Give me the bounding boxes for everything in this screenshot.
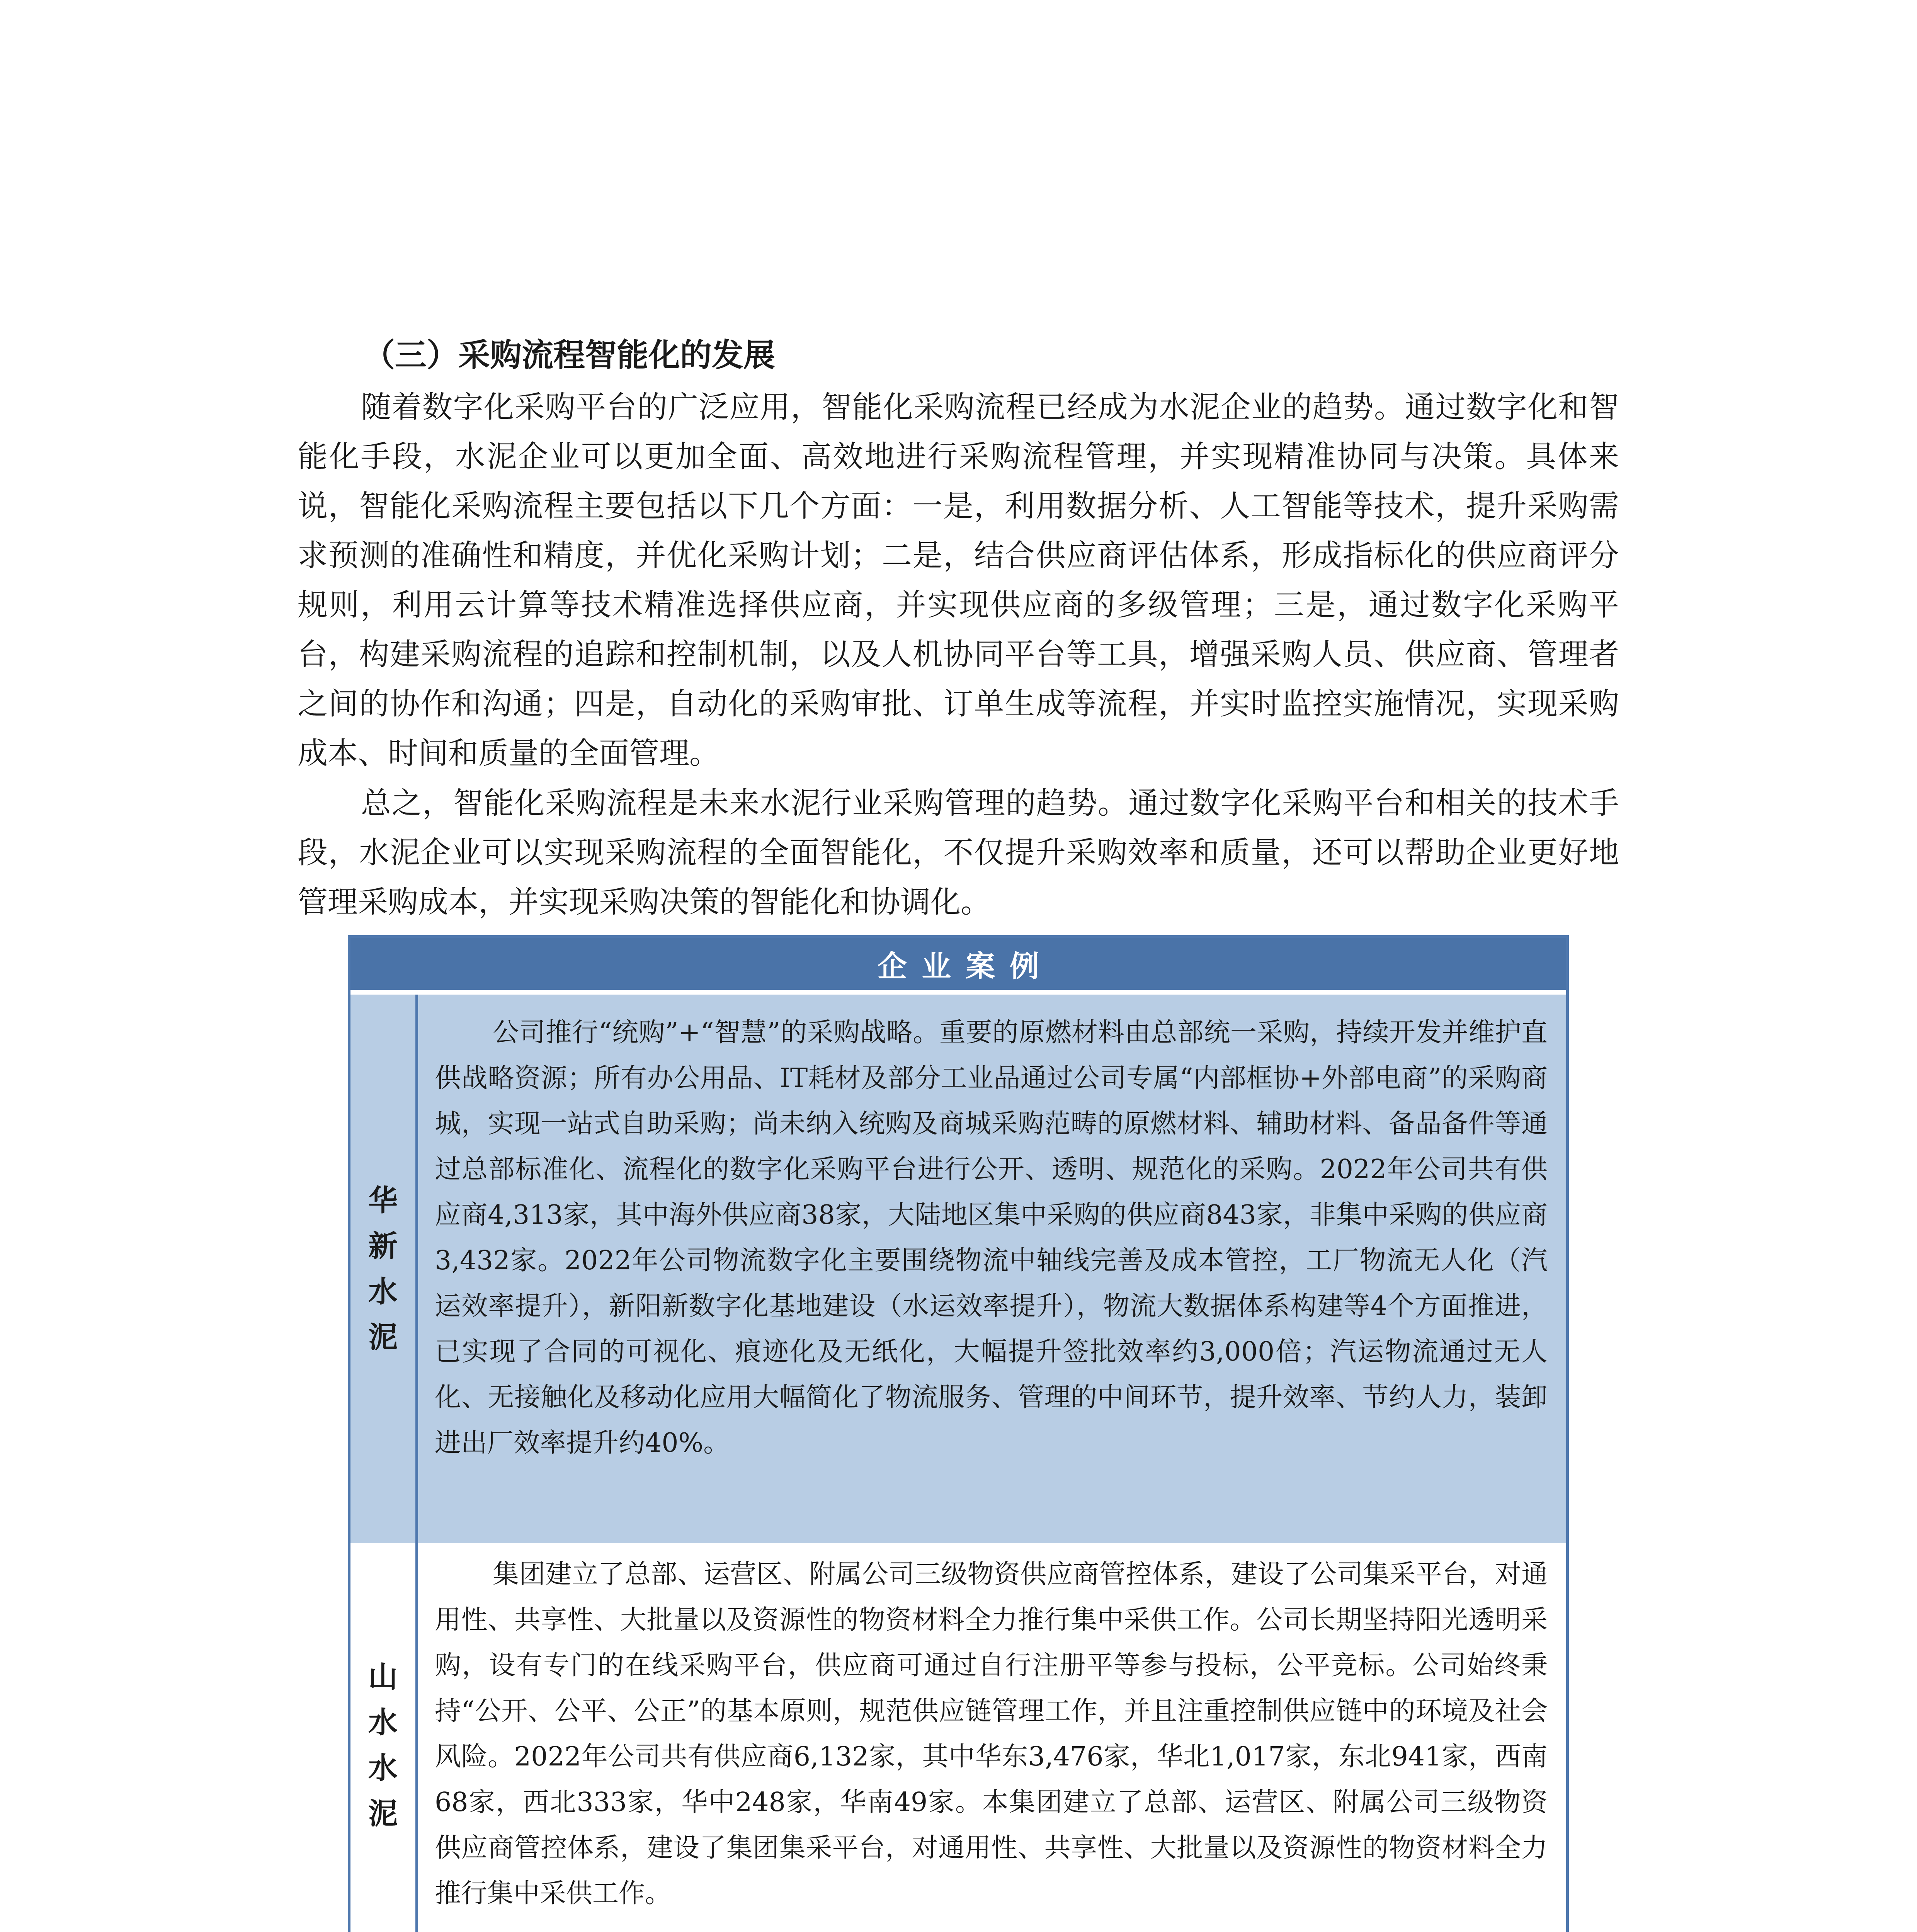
company-cell: [350, 1543, 418, 1932]
section-3-paragraph-1: 随着数字化采购平台的广泛应用，智能化采购流程已经成为水泥企业的趋势。通过数字化和智能化手段，水泥企业可以更加全面、高效地进行采购流程管理，并实现精准协同与决策。具体来说，智能化采购流程主要包括以下几个方面：一是，利用数据分析、人工智能等技术，提升采购需求预测的准确性和精度，并优化采购计划；二是，结合供应商评估体系，形成指标化的供应商评分规则，利用云计算等技术精准选择供应商，并实现供应商的多级管理；三是，通过数字化采购平台，构建采购流程的追踪和控制机制，以及人机协同平台等工具，增强采购人员、供应商、管理者之间的协作和沟通；四是，自动化的采购审批、订单生成等流程，并实时监控实施情况，实现采购成本、时间和质量的全面管理。: [298, 390, 1619, 771]
section-3-paragraph-2: 总之，智能化采购流程是未来水泥行业采购管理的趋势。通过数字化采购平台和相关的技术手段，水泥企业可以实现采购流程的全面智能化，不仅提升采购效率和质量，还可以帮助企业更好地管理采购成本，并实现采购决策的智能化和协调化。: [298, 786, 1619, 920]
section-3-heading: （三）采购流程智能化的发展: [363, 337, 776, 374]
case-box-title: 企业案例: [878, 949, 1054, 983]
case-box-header: [350, 938, 1566, 995]
company-name-huaxin: 华新水泥: [368, 1183, 398, 1354]
case-text-shanshui: 集团建立了总部、运营区、附属公司三级物资供应商管控体系，建设了公司集采平台，对通用性、共享性、大批量以及资源性的物资材料全力推行集中采供工作。公司长期坚持阳光透明采购，设有专门的在线采购平台，供应商可通过自行注册平等参与投标，公平竞标。公司始终秉持“公开、公平、公正”的基本原则，规范供应链管理工作，并且注重控制供应链中的环境及社会风险。2022年公司共有供应商6,132家，其中华东3,476家，华北1,017家，东北941家，西南68家，西北333家，华中248家，华南49家。本集团建立了总部、运营区、附属公司三级物资供应商管控体系，建设了集团集采平台，对通用性、共享性、大批量以及资源性的物资材料全力推行集中采供工作。: [435, 1559, 1548, 1909]
enterprise-case-box: [348, 935, 1569, 1932]
company-cell: [350, 995, 418, 1543]
case-row-huaxin: [350, 995, 1566, 1543]
case-text-huaxin: 公司推行“统购”+“智慧”的采购战略。重要的原燃材料由总部统一采购，持续开发并维护直供战略资源；所有办公用品、IT耗材及部分工业品通过公司专属“内部框协+外部电商”的采购商城，实现一站式自助采购；尚未纳入统购及商城采购范畴的原燃材料、辅助材料、备品备件等通过总部标准化、流程化的数字化采购平台进行公开、透明、规范化的采购。2022年公司共有供应商4,313家，其中海外供应商38家，大陆地区集中采购的供应商843家，非集中采购的供应商3,432家。2022年公司物流数字化主要围绕物流中轴线完善及成本管控，工厂物流无人化（汽运效率提升），新阳新数字化基地建设（水运效率提升），物流大数据体系构建等4个方面推进，已实现了合同的可视化、痕迹化及无纸化，大幅提升签批效率约3,000倍；汽运物流通过无人化、无接触化及移动化应用大幅简化了物流服务、管理的中间环节，提升效率、节约人力，装卸进出厂效率提升约40%。: [435, 1017, 1548, 1458]
company-name-shanshui: 山水水泥: [368, 1660, 398, 1831]
case-row-shanshui: [350, 1543, 1566, 1932]
